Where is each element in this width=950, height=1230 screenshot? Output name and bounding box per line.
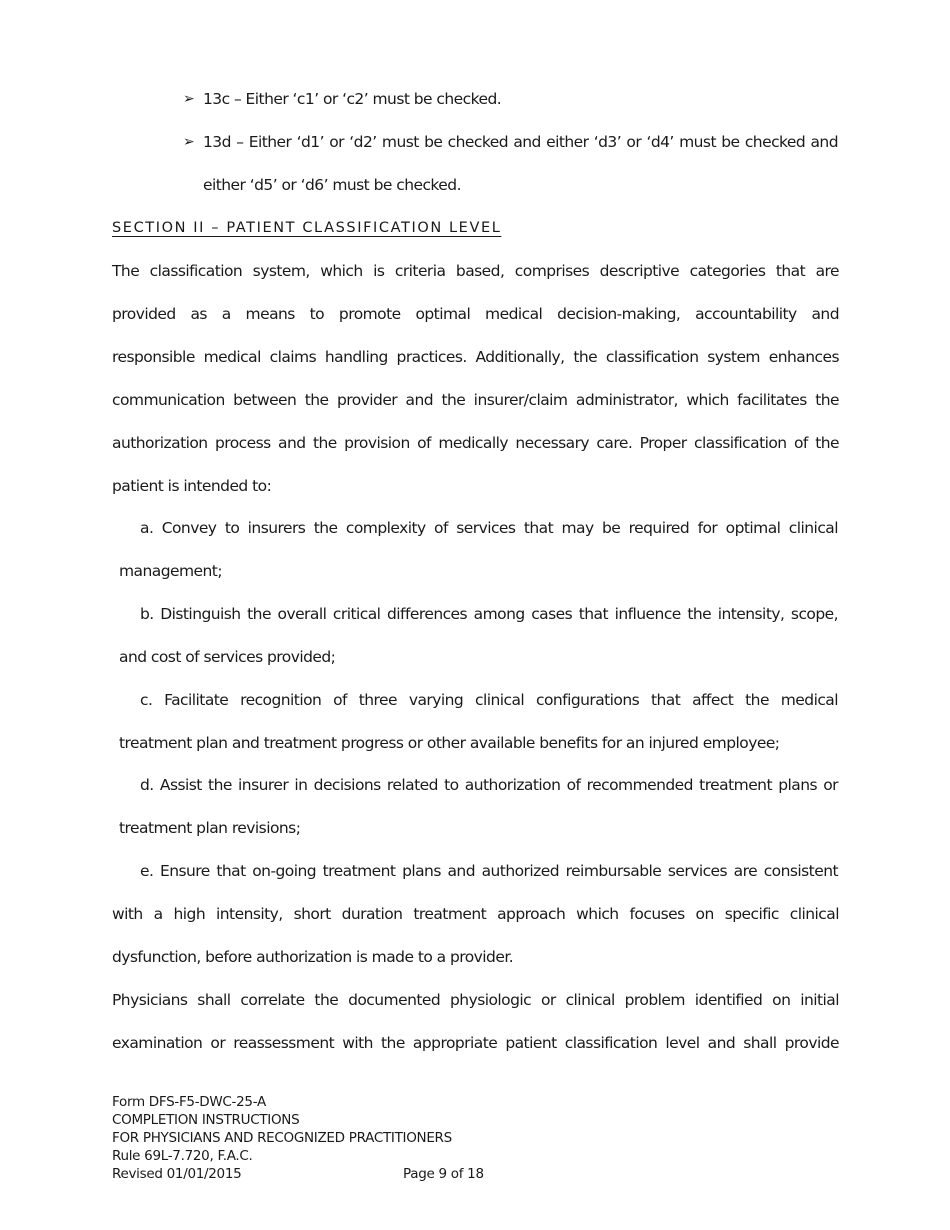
arrow-bullet-icon: ➢ xyxy=(183,134,195,150)
footer-revised: Revised 01/01/2015 xyxy=(112,1166,242,1182)
bullet-13c: 13c – Either ‘c1’ or ‘c2’ must be checked. xyxy=(203,90,502,108)
intro-line-1: The classification system, which is criteria based, comprises descriptive categories that are xyxy=(112,262,839,280)
list-item-a-line2: management; xyxy=(119,562,223,580)
footer-page-number: Page 9 of 18 xyxy=(403,1166,484,1182)
list-item-e-line2: with a high intensity, short duration treatment approach which focuses on specific clinical xyxy=(112,905,839,923)
section-heading: SECTION II – PATIENT CLASSIFICATION LEVEL xyxy=(112,220,502,236)
bullet-13d-line2: either ‘d5’ or ‘d6’ must be checked. xyxy=(203,176,461,194)
list-item-d-line2: treatment plan revisions; xyxy=(119,819,301,837)
list-item-b-line1: b. Distinguish the overall critical differences among cases that influence the intensity, scope, xyxy=(140,605,838,623)
intro-line-6: patient is intended to: xyxy=(112,477,272,495)
closing-line-2: examination or reassessment with the appropriate patient classification level and shall provide xyxy=(112,1034,839,1052)
footer-form-number: Form DFS-F5-DWC-25-A xyxy=(112,1094,266,1110)
bullet-13d-line1: 13d – Either ‘d1’ or ‘d2’ must be checked and either ‘d3’ or ‘d4’ must be checked and xyxy=(203,133,838,151)
arrow-bullet-icon: ➢ xyxy=(183,91,195,107)
list-item-c-line1: c. Facilitate recognition of three varying clinical configurations that affect the medical xyxy=(140,691,838,709)
list-item-d-line1: d. Assist the insurer in decisions related to authorization of recommended treatment plans or xyxy=(140,776,838,794)
list-item-e-line3: dysfunction, before authorization is made to a provider. xyxy=(112,948,514,966)
intro-line-4: communication between the provider and the insurer/claim administrator, which facilitates the xyxy=(112,391,839,409)
closing-line-1: Physicians shall correlate the documented physiologic or clinical problem identified on initial xyxy=(112,991,839,1009)
footer-title-2: FOR PHYSICIANS AND RECOGNIZED PRACTITIONERS xyxy=(112,1130,452,1146)
intro-line-5: authorization process and the provision of medically necessary care. Proper classification of the xyxy=(112,434,839,452)
intro-line-3: responsible medical claims handling practices. Additionally, the classification system enhances xyxy=(112,348,839,366)
list-item-a-line1: a. Convey to insurers the complexity of services that may be required for optimal clinical xyxy=(140,519,838,537)
footer-rule: Rule 69L-7.720, F.A.C. xyxy=(112,1148,253,1164)
intro-line-2: provided as a means to promote optimal medical decision-making, accountability and xyxy=(112,305,839,323)
list-item-e-line1: e. Ensure that on-going treatment plans and authorized reimbursable services are consistent xyxy=(140,862,838,880)
list-item-b-line2: and cost of services provided; xyxy=(119,648,336,666)
footer-title-1: COMPLETION INSTRUCTIONS xyxy=(112,1112,300,1128)
list-item-c-line2: treatment plan and treatment progress or other available benefits for an injured employee; xyxy=(119,734,780,752)
